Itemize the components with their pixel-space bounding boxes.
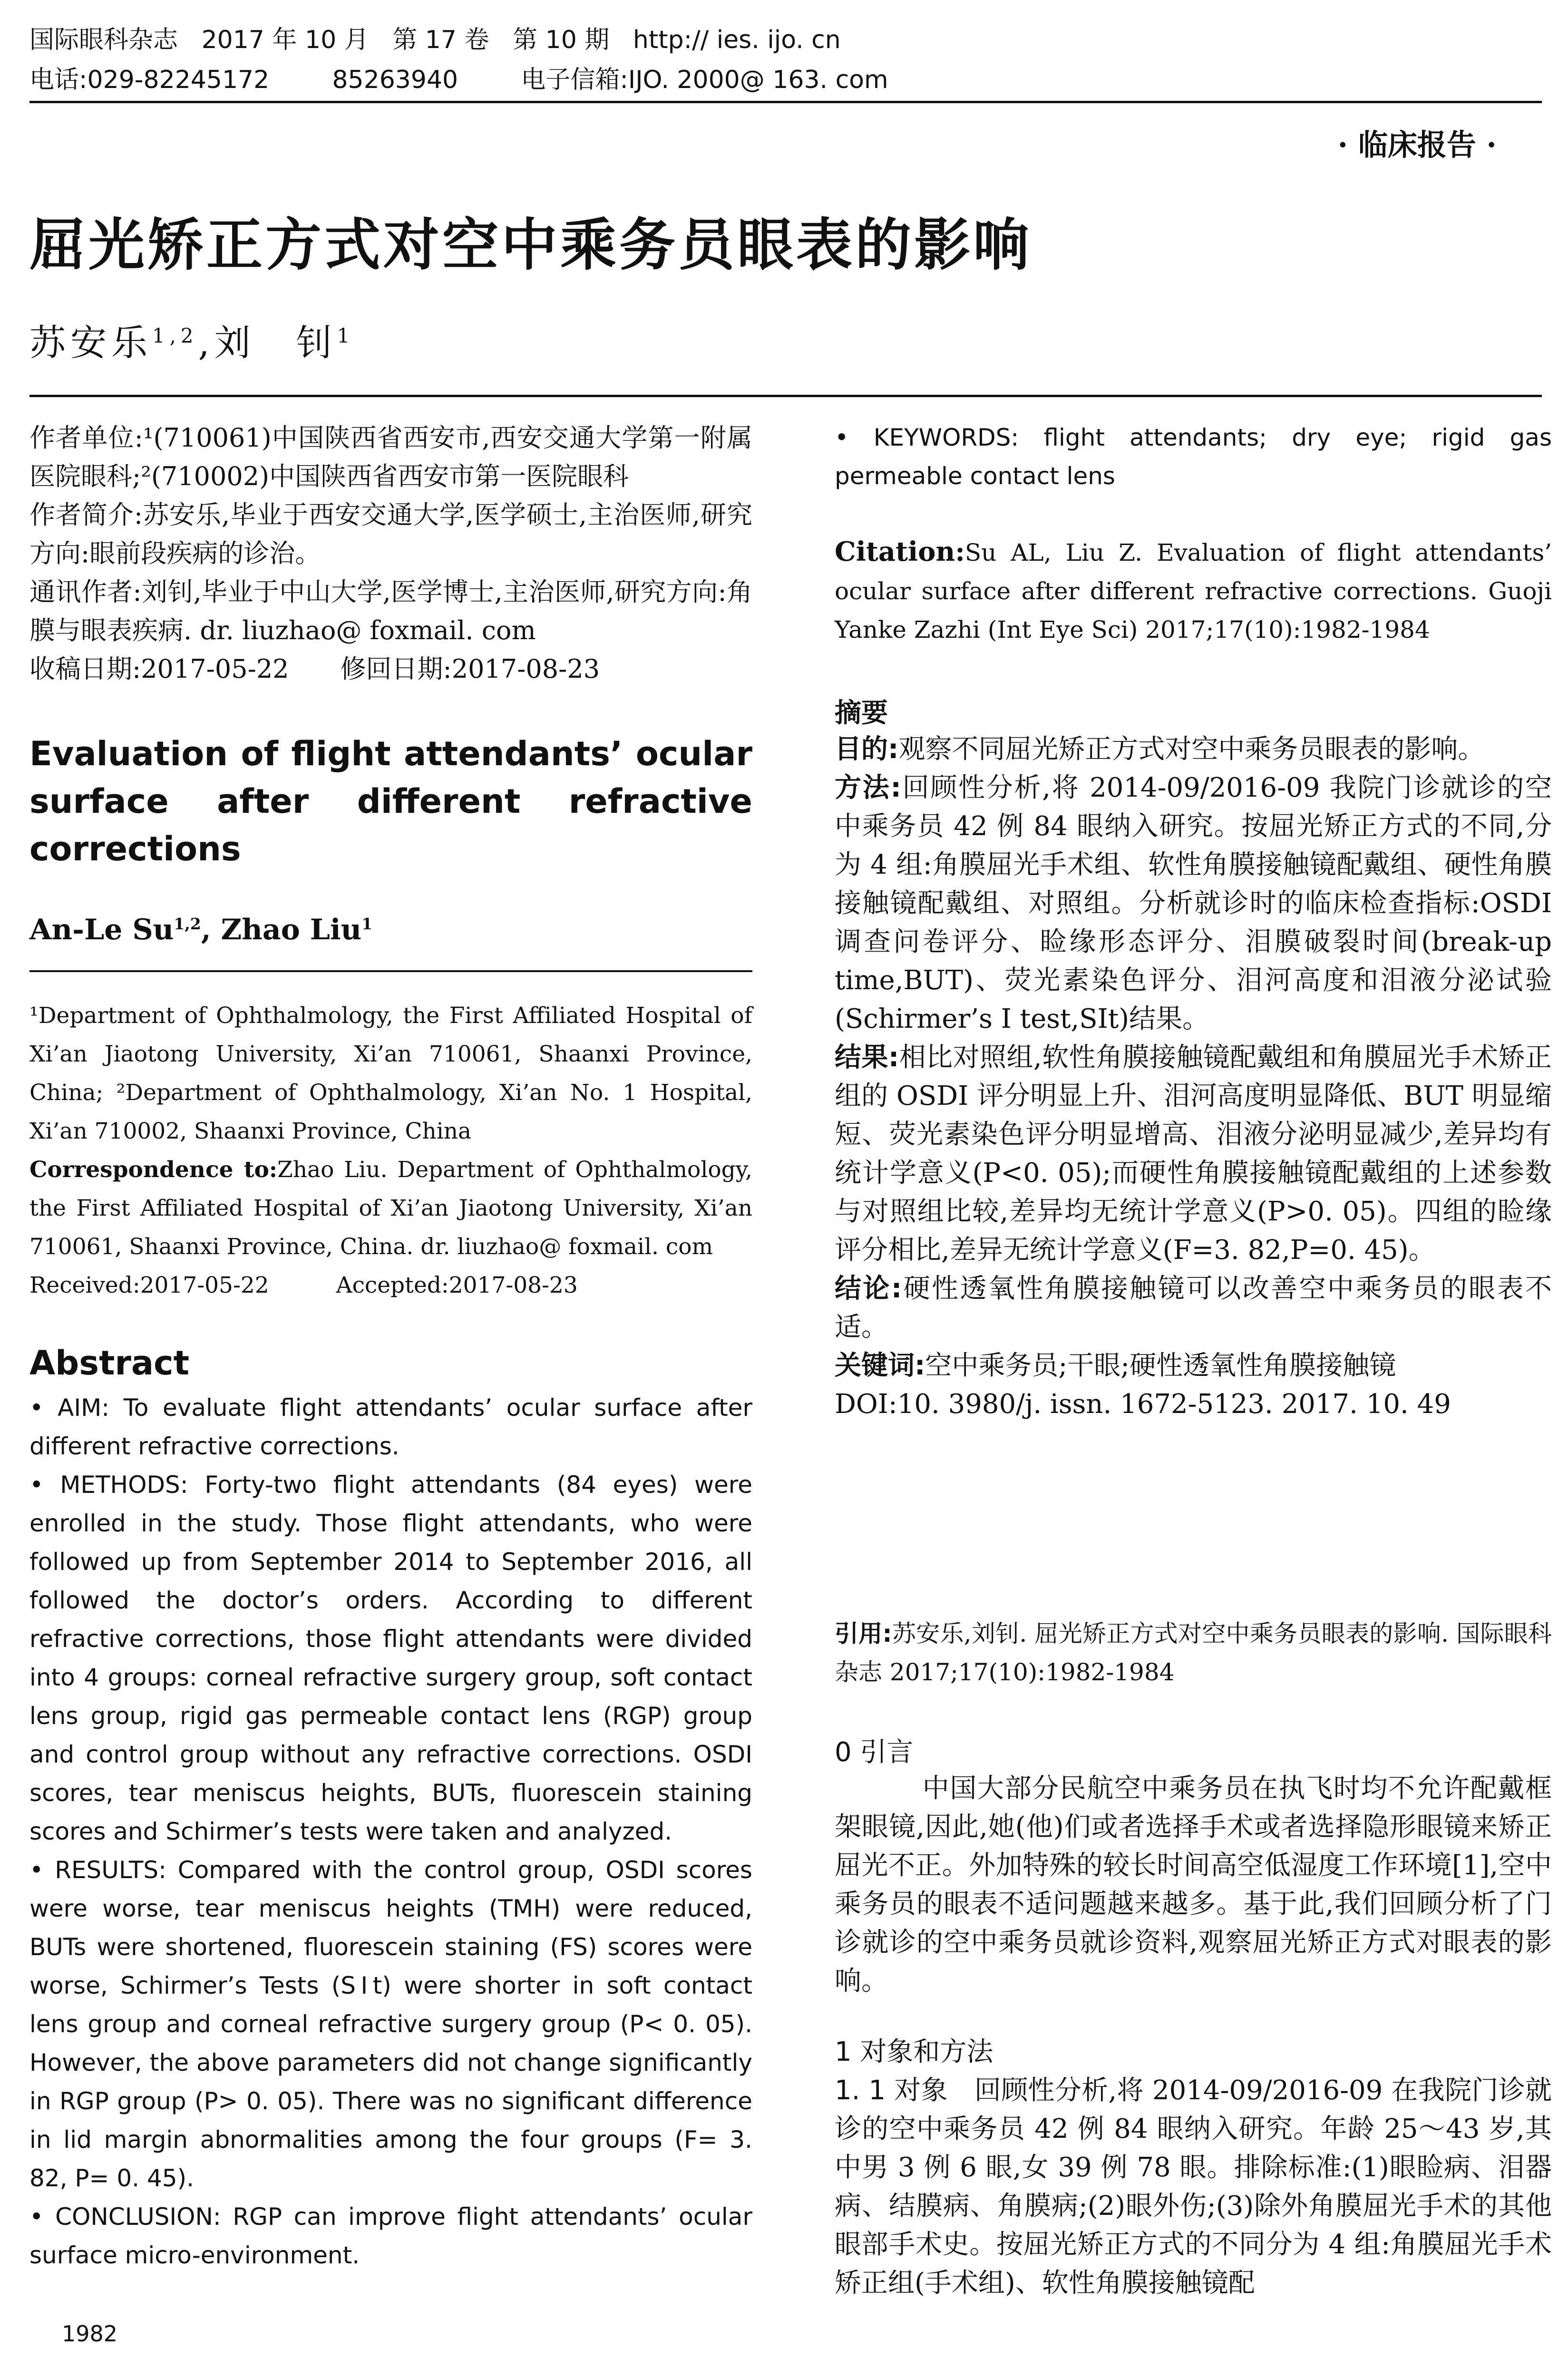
header-line-1: 国际眼科杂志 2017 年 10 月 第 17 卷 第 10 期 http:// ies. ijo. cn bbox=[29, 26, 841, 54]
abstract-cn-heading: 摘要 bbox=[835, 698, 888, 729]
journal-header bbox=[29, 20, 1542, 100]
section1-text bbox=[835, 2071, 1552, 2302]
abstract-cn-keywords bbox=[835, 1346, 1552, 1385]
section1-sub-label: 1. 1 对象 bbox=[835, 2075, 948, 2106]
info-cn-affiliation: 作者单位:¹(710061)中国陕西省西安市,西安交通大学第一附属医院眼科;²(710002)中国陕西省西安市第一医院眼科 bbox=[29, 423, 752, 491]
abstract-cn-doi: DOI:10. 3980/j. issn. 1672-5123. 2017. 10. 49 bbox=[835, 1389, 1451, 1420]
abstract-cn-methods-label: 方法: bbox=[835, 772, 901, 803]
abstract-aim: • AIM: To evaluate flight attendants’ ocular surface after different refractive corrections. bbox=[29, 1394, 752, 1460]
info-cn-correspondence: 通讯作者:刘钊,毕业于中山大学,医学博士,主治医师,研究方向:角膜与眼表疾病. dr. liuzhao@ foxmail. com bbox=[29, 577, 752, 645]
received-en: Received:2017-05-22 Accepted:2017-08-23 bbox=[29, 1272, 578, 1298]
abstract-methods: • METHODS: Forty-two flight attendants (84 eyes) were enrolled in the study. Those flight attendants, who were followed up from September 2014 to September 2016, all followed the doctor’s orders. According to different refractive corrections, those flight attendants were divided into 4 groups: corneal refractive surgery group, soft contact lens group, rigid gas permeable contact lens (RGP) group and control group without any refractive corrections. OSDI scores, tear meniscus heights, BUTs, fluorescein staining scores and Schirmer’s tests were taken and analyzed. bbox=[29, 1471, 752, 1845]
title-cn-text: 屈光矫正方式对空中乘务员眼表的影响 bbox=[29, 212, 1032, 278]
abstract-cn-aim-text: 观察不同屈光矫正方式对空中乘务员眼表的影响。 bbox=[898, 734, 1485, 765]
abstract-cn-keywords-text: 空中乘务员;干眼;硬性透氧性角膜接触镜 bbox=[925, 1350, 1396, 1381]
author-cn-sep: , bbox=[198, 321, 214, 364]
author-cn-2: 刘 钊 bbox=[214, 321, 337, 364]
author-cn-1: 苏安乐 bbox=[29, 321, 152, 364]
abstract-cn-methods-text: 回顾性分析,将 2014-09/2016-09 我院门诊就诊的空中乘务员 42 例 84 眼纳入研究。按屈光矫正方式的不同,分为 4 组:角膜屈光手术组、软性角膜接触镜配戴组、硬性角膜接触镜配戴组、对照组。分析就诊时的临床检查指标:OSDI 调查问卷评分、睑缘形态评分、泪膜破裂时间(break-up time,BUT)、荧光素染色评分、泪河高度和泪液分泌试验(Schirmer’s Ⅰ test,SⅠt)结果。 bbox=[835, 772, 1552, 1034]
author-en-2-sup: 1 bbox=[361, 915, 373, 933]
section1-sub-text: 回顾性分析,将 2014-09/2016-09 在我院门诊就诊的空中乘务员 42 例 84 眼纳入研究。年龄 25～43 岁,其中男 3 例 6 眼,女 39 例 78 眼。排除标准:(1)眼睑病、泪器病、结膜病、角膜病;(2)眼外伤;(3)除外角膜屈光手术的其他眼部手术史。按屈光矫正方式的不同分为 4 组:角膜屈光手术矫正组(手术组)、软性角膜接触镜配 bbox=[835, 2075, 1552, 2299]
abstract-cn-methods bbox=[835, 769, 1552, 1038]
citation-en bbox=[835, 533, 1552, 649]
keywords-en: • KEYWORDS: flight attendants; dry eye; rigid gas permeable contact lens bbox=[835, 424, 1552, 490]
affil-rule bbox=[29, 970, 752, 972]
abstract-cn-results-label: 结果: bbox=[835, 1042, 899, 1073]
section1-heading: 1 对象和方法 bbox=[835, 2036, 993, 2067]
citation-cn bbox=[835, 1615, 1552, 1692]
correspondence-text: Zhao Liu. Department of Ophthalmology, the First Affiliated Hospital of Xi’an Jiaotong University, Xi’an 710061, Shaanxi Province, China. dr. liuzhao@ foxmail. com bbox=[29, 1157, 752, 1260]
section-tag: · 临床报告 · bbox=[1337, 127, 1497, 162]
abstract-cn-body bbox=[835, 730, 1552, 1423]
author-cn-2-sup: 1 bbox=[337, 324, 355, 348]
abstract-en-body bbox=[29, 1389, 752, 2275]
author-en-1: An-Le Su bbox=[29, 913, 174, 946]
correspondence-label: Correspondence to: bbox=[29, 1157, 278, 1183]
info-cn-block bbox=[29, 419, 752, 688]
section0-heading: 0 引言 bbox=[835, 1737, 914, 1768]
abstract-cn-aim-label: 目的: bbox=[835, 734, 899, 765]
author-en-1-sup: 1,2 bbox=[174, 915, 201, 933]
header-rule bbox=[29, 101, 1542, 103]
affil-en-block bbox=[29, 996, 752, 1305]
title-en: Evaluation of flight attendants’ ocular surface after different refractive corrections bbox=[29, 734, 752, 868]
abstract-heading: Abstract bbox=[29, 1344, 190, 1383]
section0-text: 中国大部分民航空中乘务员在执飞时均不允许配戴框架眼镜,因此,她(他)们或者选择手术或者选择隐形眼镜来矫正屈光不正。外加特殊的较长时间高空低湿度工作环境[1],空中乘务员的眼表不适问题越来越多。基于此,我们回顾分析了门诊就诊的空中乘务员就诊资料,观察屈光矫正方式对眼表的影响。 bbox=[835, 1773, 1552, 1997]
authors-cn bbox=[29, 314, 354, 366]
abstract-cn-aim bbox=[835, 730, 1552, 769]
abstract-cn-conclusion-label: 结论: bbox=[835, 1273, 902, 1304]
abstract-results: • RESULTS: Compared with the control group, OSDI scores were worse, tear meniscus heights (TMH) were reduced, BUTs were shortened, fluorescein staining (FS) scores were worse, Schirmer’s Tests (SⅠt) were shorter in soft contact lens group and corneal refractive surgery group (P< 0. 05). However, the above parameters did not change significantly in RGP group (P> 0. 05). There was no significant difference in lid margin abnormalities among the four groups (F= 3. 82, P= 0. 45). bbox=[29, 1856, 752, 2192]
title-rule bbox=[29, 395, 1542, 397]
correspondence-en bbox=[29, 1150, 752, 1266]
abstract-cn-conclusion-text: 硬性透氧性角膜接触镜可以改善空中乘务员的眼表不适。 bbox=[835, 1273, 1552, 1343]
affil-en-text: ¹Department of Ophthalmology, the First Affiliated Hospital of Xi’an Jiaotong University, Xi’an 710061, Shaanxi Province, China; ²Department of Ophthalmology, Xi’an No. 1 Hospital, Xi’an 710002, Shaanxi Province, China bbox=[29, 1003, 752, 1144]
header-line-2: 电话:029-82245172 85263940 电子信箱:IJO. 2000@ 163. com bbox=[29, 66, 888, 94]
abstract-conclusion: • CONCLUSION: RGP can improve flight attendants’ ocular surface micro-environment. bbox=[29, 2203, 752, 2269]
abstract-cn-results bbox=[835, 1038, 1552, 1269]
author-cn-1-sup: 1,2 bbox=[152, 324, 198, 348]
abstract-cn-keywords-label: 关键词: bbox=[835, 1350, 925, 1381]
author-en-2: Zhao Liu bbox=[221, 913, 362, 946]
info-cn-dates: 收稿日期:2017-05-22 修回日期:2017-08-23 bbox=[29, 654, 600, 684]
citation-cn-label: 引用: bbox=[835, 1620, 892, 1647]
title-cn bbox=[29, 200, 1032, 281]
author-en-sep: , bbox=[201, 913, 221, 946]
citation-en-text: Su AL, Liu Z. Evaluation of flight attendants’ ocular surface after different refractive corrections. Guoji Yanke Zazhi (Int Eye Sci) 2017;17(10):1982-1984 bbox=[835, 539, 1552, 643]
abstract-cn-results-text: 相比对照组,软性角膜接触镜配戴组和角膜屈光手术矫正组的 OSDI 评分明显上升、泪河高度明显降低、BUT 明显缩短、荧光素染色评分明显增高、泪液分泌明显减少,差异均有统计学意义(P<0. 05);而硬性角膜接触镜配戴组的上述参数与对照组比较,差异均无统计学意义(P>0. 05)。四组的睑缘评分相比,差异无统计学意义(F=3. 82,P=0. 45)。 bbox=[835, 1042, 1552, 1266]
citation-cn-text: 苏安乐,刘钊. 屈光矫正方式对空中乘务员眼表的影响. 国际眼科杂志 2017;17(10):1982-1984 bbox=[835, 1620, 1552, 1686]
citation-en-label: Citation: bbox=[835, 536, 965, 567]
info-cn-bio: 作者简介:苏安乐,毕业于西安交通大学,医学硕士,主治医师,研究方向:眼前段疾病的诊治。 bbox=[29, 500, 752, 568]
page-number: 1982 bbox=[62, 2321, 118, 2347]
authors-en bbox=[29, 913, 752, 946]
abstract-cn-conclusion bbox=[835, 1269, 1552, 1346]
